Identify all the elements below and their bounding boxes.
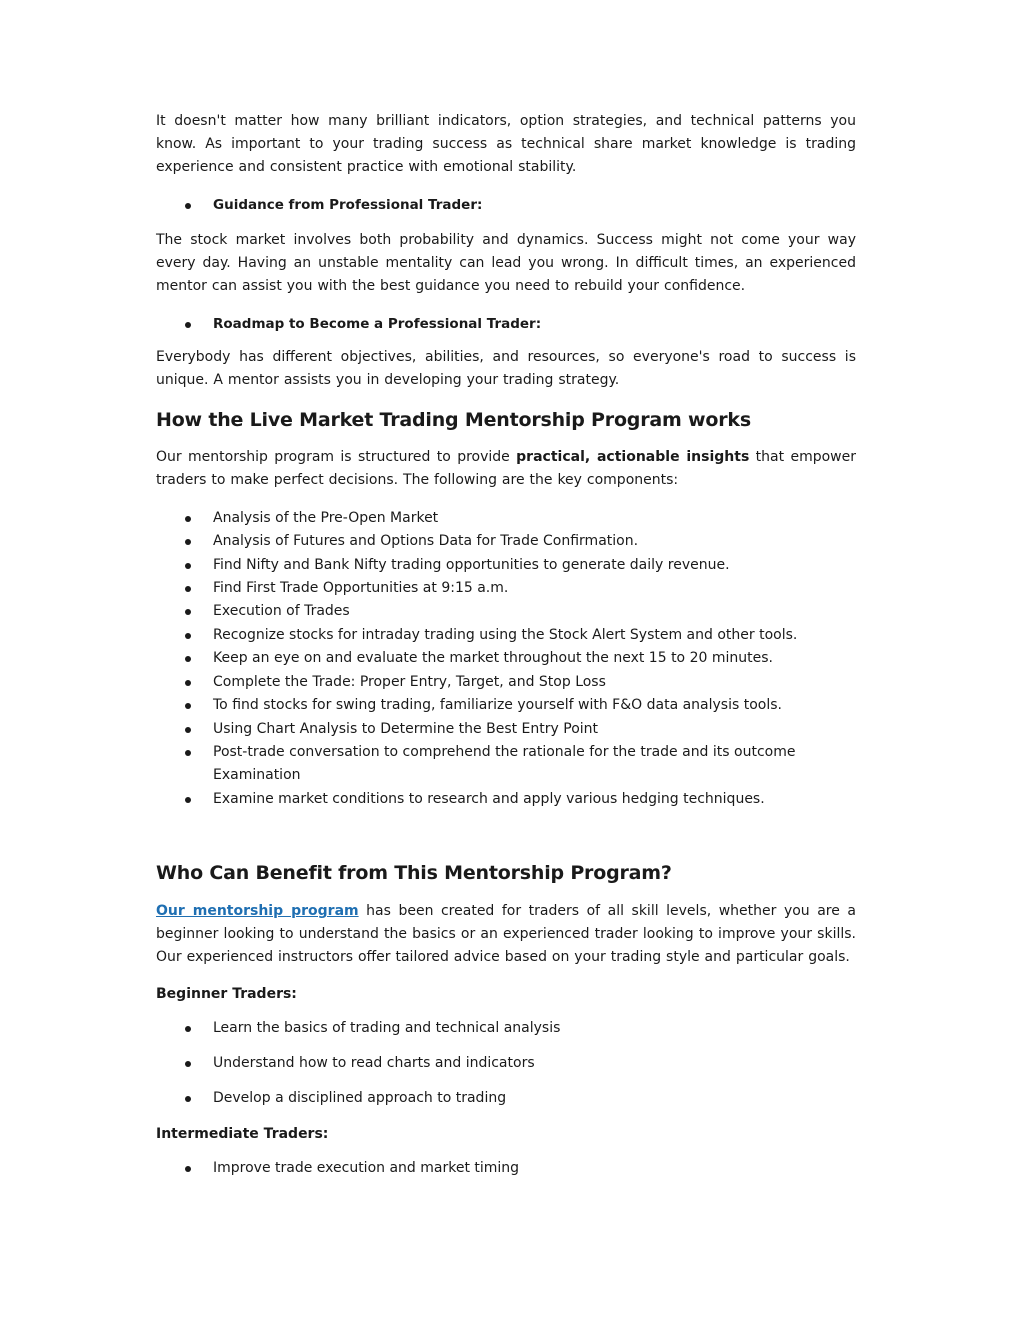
list-item-label: Post-trade conversation to comprehend the rationale for the trade and its outcome Examination (213, 744, 796, 783)
list-item-label: Find Nifty and Bank Nifty trading opportunities to generate daily revenue. (213, 557, 730, 573)
who-text-after: has been created for traders of all skill levels, whether you are a beginner looking to understand the basics or an experienced trader looking to improve your skills. Our experienced instructors offer tailored advice based on your trading style and particular goals. (156, 903, 856, 965)
how-text-after: that empower traders to make perfect decisions. The following are the key components: (156, 449, 856, 488)
how-paragraph (156, 446, 856, 492)
list-item-label: Analysis of Futures and Options Data for Trade Confirmation. (213, 533, 639, 549)
guidance-paragraph: The stock market involves both probability and dynamics. Success might not come your way every day. Having an unstable mentality can lead you wrong. In difficult times, an experienced mentor can assist you with the best guidance you need to rebuild your confidence. (156, 232, 856, 294)
list-item-label: Learn the basics of trading and technical analysis (213, 1020, 561, 1036)
mentorship-program-link[interactable]: Our mentorship program (156, 903, 359, 919)
bullet-icon (185, 750, 191, 756)
bullet-icon (185, 563, 191, 569)
list-item-label: Recognize stocks for intraday trading using the Stock Alert System and other tools. (213, 627, 798, 643)
how-text-bold: practical, actionable insights (516, 449, 750, 465)
bullet-icon (185, 322, 191, 328)
bullet-icon (185, 1026, 191, 1032)
bullet-icon (185, 516, 191, 522)
list-item-label: Develop a disciplined approach to trading (213, 1090, 507, 1106)
bullet-icon (185, 633, 191, 639)
bullet-icon (185, 1166, 191, 1172)
roadmap-paragraph: Everybody has different objectives, abilities, and resources, so everyone's road to success is unique. A mentor assists you in developing your trading strategy. (156, 349, 856, 388)
bullet-icon (185, 727, 191, 733)
bullet-icon (185, 203, 191, 209)
bullet-icon (185, 656, 191, 662)
intermediate-label: Intermediate Traders: (156, 1126, 329, 1142)
list-item-label: To find stocks for swing trading, familiarize yourself with F&O data analysis tools. (213, 697, 782, 713)
who-paragraph (156, 900, 856, 969)
list-item-label: Roadmap to Become a Professional Trader: (213, 316, 542, 332)
beginner-label: Beginner Traders: (156, 986, 297, 1002)
bullet-icon (185, 1096, 191, 1102)
list-item-label: Guidance from Professional Trader: (213, 197, 483, 213)
list-item-label: Examine market conditions to research and apply various hedging techniques. (213, 791, 765, 807)
bullet-icon (185, 680, 191, 686)
bullet-icon (185, 539, 191, 545)
bullet-icon (185, 797, 191, 803)
list-item-label: Find First Trade Opportunities at 9:15 a.m. (213, 580, 509, 596)
list-item-label: Execution of Trades (213, 603, 350, 619)
list-item-label: Improve trade execution and market timing (213, 1160, 520, 1176)
bullet-icon (185, 586, 191, 592)
bullet-icon (185, 703, 191, 709)
how-text-before: Our mentorship program is structured to provide (156, 449, 517, 465)
list-item-label: Complete the Trade: Proper Entry, Target, and Stop Loss (213, 674, 606, 690)
section-heading-who: Who Can Benefit from This Mentorship Program? (156, 862, 672, 884)
bullet-icon (185, 1061, 191, 1067)
list-item-label: Analysis of the Pre-Open Market (213, 510, 439, 526)
list-item-label: Keep an eye on and evaluate the market throughout the next 15 to 20 minutes. (213, 650, 773, 666)
intro-paragraph: It doesn't matter how many brilliant indicators, option strategies, and technical patterns you know. As important to your trading success as technical share market knowledge is trading experience and consistent practice with emotional stability. (156, 113, 856, 175)
section-heading-how: How the Live Market Trading Mentorship Program works (156, 409, 751, 431)
list-item-label: Understand how to read charts and indicators (213, 1055, 535, 1071)
bullet-icon (185, 609, 191, 615)
list-item-label: Using Chart Analysis to Determine the Best Entry Point (213, 721, 599, 737)
